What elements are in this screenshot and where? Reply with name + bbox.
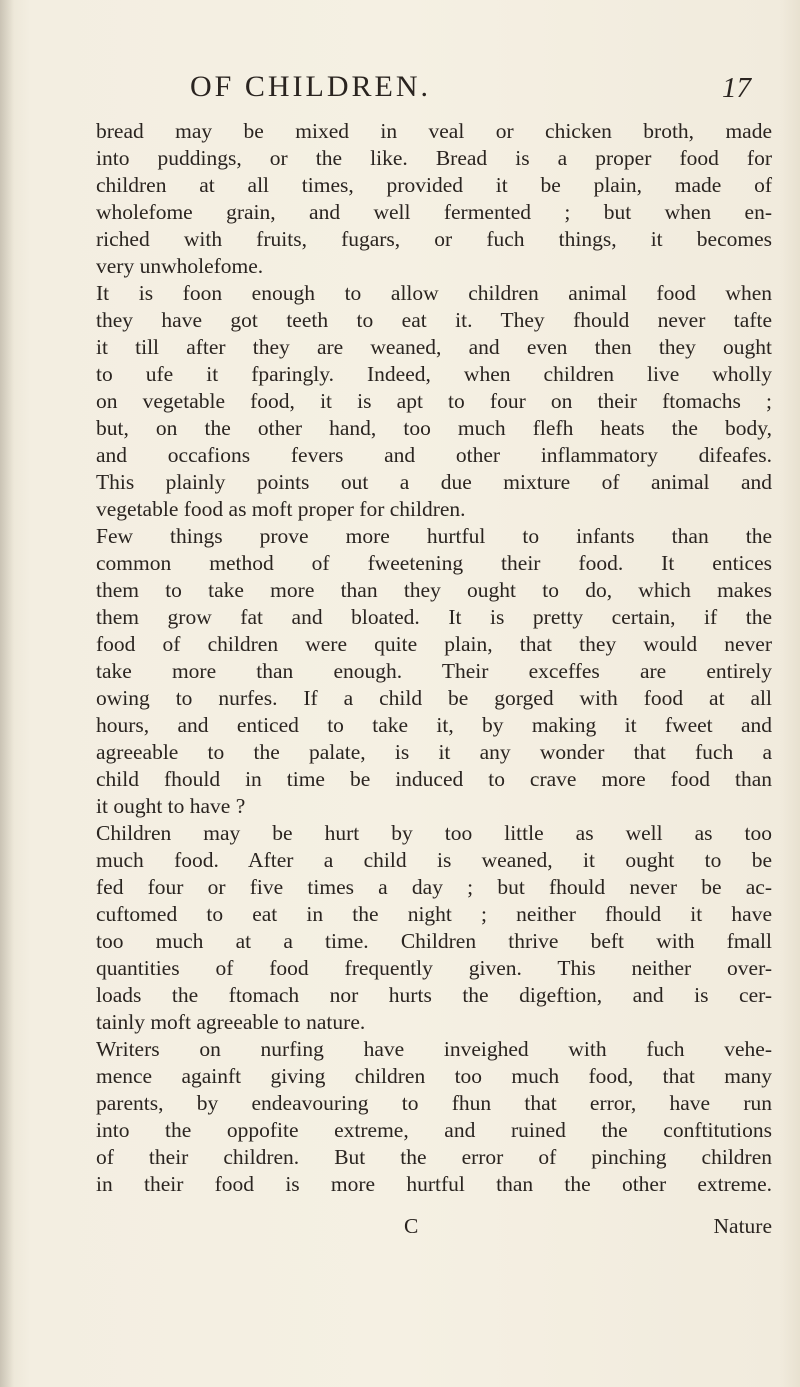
text-line: It is foon enough to allow children animal food when — [96, 281, 772, 305]
text-line: into the oppofite extreme, and ruined the conftitutions — [96, 1118, 772, 1142]
text-line: owing to nurfes. If a child be gorged with food at all — [96, 686, 772, 710]
text-line: to ufe it fparingly. Indeed, when children live wholly — [96, 362, 772, 386]
text-line: it ought to have ? — [96, 794, 246, 818]
text-line: parents, by endeavouring to fhun that error, have run — [96, 1091, 772, 1115]
text-line: Writers on nurfing have inveighed with fuch vehe- — [96, 1037, 772, 1061]
gutter-shadow — [0, 0, 14, 1387]
text-line: common method of fweetening their food. It entices — [96, 551, 772, 575]
text-line: food of children were quite plain, that they would never — [96, 632, 772, 656]
text-line: too much at a time. Children thrive beft with fmall — [96, 929, 772, 953]
text-line: on vegetable food, it is apt to four on their ftomachs ; — [96, 389, 772, 413]
text-line: cuftomed to eat in the night ; neither fhould it have — [96, 902, 772, 926]
text-line: mence againft giving children too much food, that many — [96, 1064, 772, 1088]
text-line: but, on the other hand, too much flefh heats the body, — [96, 416, 772, 440]
text-line: into puddings, or the like. Bread is a proper food for — [96, 146, 772, 170]
catchword: Nature — [713, 1214, 772, 1238]
text-line: it till after they are weaned, and even then they ought — [96, 335, 772, 359]
text-line: loads the ftomach nor hurts the digeftion, and is cer- — [96, 983, 772, 1007]
text-line: quantities of food frequently given. This neither over- — [96, 956, 772, 980]
text-line: very unwholefome. — [96, 254, 264, 278]
text-line: and occafions fevers and other inflammatory difeafes. — [96, 443, 772, 467]
text-line: vegetable food as moft proper for children. — [96, 497, 466, 521]
running-head-title: OF CHILDREN. — [190, 70, 432, 103]
signature-mark: C — [404, 1214, 419, 1238]
text-line: of their children. But the error of pinching children — [96, 1145, 772, 1169]
text-line: much food. After a child is weaned, it ought to be — [96, 848, 772, 872]
text-line: them grow fat and bloated. It is pretty certain, if the — [96, 605, 772, 629]
text-line: in their food is more hurtful than the other extreme. — [96, 1172, 772, 1196]
text-line: hours, and enticed to take it, by making it fweet and — [96, 713, 772, 737]
page-number: 17 — [722, 72, 751, 104]
text-line: agreeable to the palate, is it any wonder that fuch a — [96, 740, 772, 764]
text-line: bread may be mixed in veal or chicken broth, made — [96, 119, 772, 143]
text-line: they have got teeth to eat it. They fhould never tafte — [96, 308, 772, 332]
text-line: children at all times, provided it be plain, made of — [96, 173, 772, 197]
catchline — [96, 1213, 772, 1240]
body-text — [96, 118, 772, 1198]
text-line: wholefome grain, and well fermented ; but when en- — [96, 200, 772, 224]
text-line: fed four or five times a day ; but fhould never be ac- — [96, 875, 772, 899]
running-head — [0, 70, 800, 110]
text-line: Few things prove more hurtful to infants than the — [96, 524, 772, 548]
text-line: tainly moft agreeable to nature. — [96, 1010, 366, 1034]
text-line: take more than enough. Their exceffes are entirely — [96, 659, 772, 683]
text-line: riched with fruits, fugars, or fuch things, it becomes — [96, 227, 772, 251]
text-line: child fhould in time be induced to crave more food than — [96, 767, 772, 791]
text-line: Children may be hurt by too little as well as too — [96, 821, 772, 845]
text-line: them to take more than they ought to do, which makes — [96, 578, 772, 602]
text-line: This plainly points out a due mixture of animal and — [96, 470, 772, 494]
